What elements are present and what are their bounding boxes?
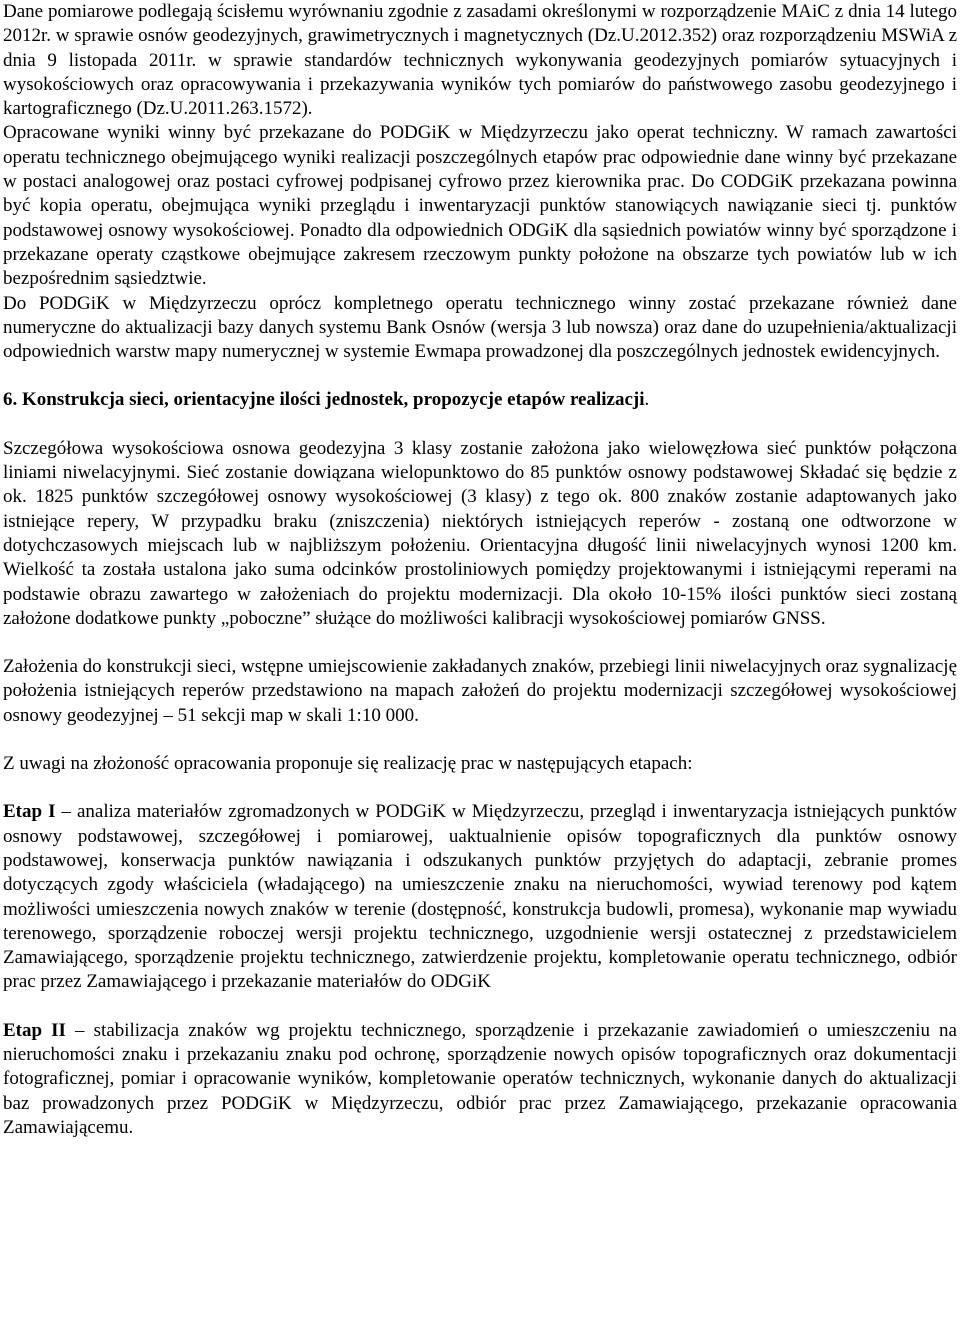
section-heading-text: 6. Konstrukcja sieci, orientacyjne ilości jednostek, propozycje etapów realizacji [3,389,645,411]
stage-1-text: – analiza materiałów zgromadzonych w PODGiK w Międzyrzeczu, przegląd i inwentaryzacja istniejących punktów osnowy podstawowej, szczegółowej i pomiarowej, uaktualnienie opisów topograficznych dla punktów osnowy podstawowej, konserwacja punktów nawiązania i odszukanych punktów przyjętych do adaptacji, zebranie promes dotyczących zgody właściciela (władającego) na umieszczenie znaku na nieruchomości, wywiad terenowy pod kątem możliwości umieszczenia nowych znaków w terenie (dostępność, konstrukcja budowli, promesa), wykonanie map wywiadu terenowego, sporządzenie roboczej wersji projektu technicznego, uzgodnienie wersji ostatecznej z przedstawicielem Zamawiającego, sporządzenie projektu technicznego, zatwierdzenie projektu, kompletowanie operatu technicznego, odbiór prac przez Zamawiającego i przekazanie materiałów do ODGiK [3,801,957,993]
document-page [3,0,957,1140]
paragraph-stage-2 [3,1019,957,1140]
section-heading [3,388,957,412]
paragraph-survey-data-adjustment: Dane pomiarowe podlegają ścisłemu wyrównaniu zgodnie z zasadami określonymi w rozporządzenie MAiC z dnia 14 lutego 2012r. w sprawie osnów geodezyjnych, grawimetrycznych i magnetycznych (Dz.U.2012.352) oraz rozporządzeniu MSWiA z dnia 9 listopada 2011r. w sprawie standardów technicznych wykonywania geodezyjnych pomiarów sytuacyjnych i wysokościowych oraz opracowywania i przekazywania wyników tych pomiarów do państwowego zasobu geodezyjnego i kartograficznego (Dz.U.2011.263.1572). [3,1,957,120]
paragraph-network-assumptions: Założenia do konstrukcji sieci, wstępne umiejscowienie zakładanych znaków, przebiegi linii niwelacyjnych oraz sygnalizację położenia istniejących reperów przedstawiono na mapach założeń do projektu modernizacji szczegółowej wysokościowej osnowy geodezyjnej – 51 sekcji map w skali 1:10 000. [3,656,957,726]
section-heading-dot: . [644,389,650,411]
paragraph-stages-intro: Z uwagi na złożoność opracowania proponuje się realizację prac w następujących etapach: [3,753,693,775]
paragraph-podgik-numeric-data: Do PODGiK w Międzyrzeczu oprócz kompletnego operatu technicznego winny zostać przekazane również dane numeryczne do aktualizacji bazy danych systemu Bank Osnów (wersja 3 lub nowsza) oraz dane do uzupełnienia/aktualizacji odpowiednich warstw mapy numerycznej w systemie Ewmapa prowadzonej dla poszczególnych jednostek ewidencyjnych. [3,292,957,363]
paragraph-network-construction: Szczegółowa wysokościowa osnowa geodezyjna 3 klasy zostanie założona jako wielowęzłowa sieć punktów połączona liniami niwelacyjnymi. Sieć zostanie dowiązana wielopunktowo do 85 punktów osnowy podstawowej Składać się będzie z ok. 1825 punktów szczegółowej osnowy wysokościowej (3 klasy) z tego ok. 800 znaków zostanie adaptowanych jako istniejące repery, W przypadku braku (zniszczenia) niektórych istniejących reperów - zostaną one odtworzone w dotychczasowych miejscach lub w najbliższym położeniu. Orientacyjna długość linii niwelacyjnych wynosi 1200 km. Wielkość ta została ustalona jako suma odcinków prostoliniowych pomiędzy projektowanymi i istniejącymi reperami na podstawie obrazu zawartego w założeniach do projektu modernizacji. Dla około 10-15% ilości punktów sieci zostaną założone dodatkowe punkty „poboczne” służące do możliwości kalibracji wysokościowej pomiarów GNSS. [3,437,957,629]
paragraph-stage-1 [3,800,957,994]
paragraph-operat-techniczny: Opracowane wyniki winny być przekazane do PODGiK w Międzyrzeczu jako operat techniczny. W ramach zawartości operatu technicznego obejmującego wyniki realizacji poszczególnych etapów prac odpowiednie dane winny być przekazane w postaci analogowej oraz postaci cyfrowej podpisanej cyfrowo przez kierownika prac. Do CODGiK przekazana powinna być kopia operatu, obejmująca wyniki przeglądu i inwentaryzacji punktów stanowiących nawiązanie sieci tj. punktów podstawowej osnowy wysokościowej. Ponadto dla odpowiednich ODGiK dla sąsiednich powiatów winny być sporządzone i przekazane operaty cząstkowe obejmujące zakresem rzeczowym punkty położone na obszarze tych powiatów lub w ich bezpośrednim sąsiedztwie. [3,122,957,290]
stage-2-label: Etap II [3,1019,66,1041]
stage-2-text: – stabilizacja znaków wg projektu technicznego, sporządzenie i przekazanie zawiadomień o umieszczeniu na nieruchomości znaku i przekazaniu znaku pod ochronę, sporządzenie nowych opisów topograficznych oraz dokumentacji fotograficznej, pomiar i opracowanie wyników, kompletowanie operatów technicznych, wykonanie danych do aktualizacji baz prowadzonych przez PODGiK w Międzyrzeczu, odbiór prac przez Zamawiającego, przekazanie opracowania Zamawiającemu. [3,1019,957,1138]
stage-1-label: Etap I [3,801,56,823]
